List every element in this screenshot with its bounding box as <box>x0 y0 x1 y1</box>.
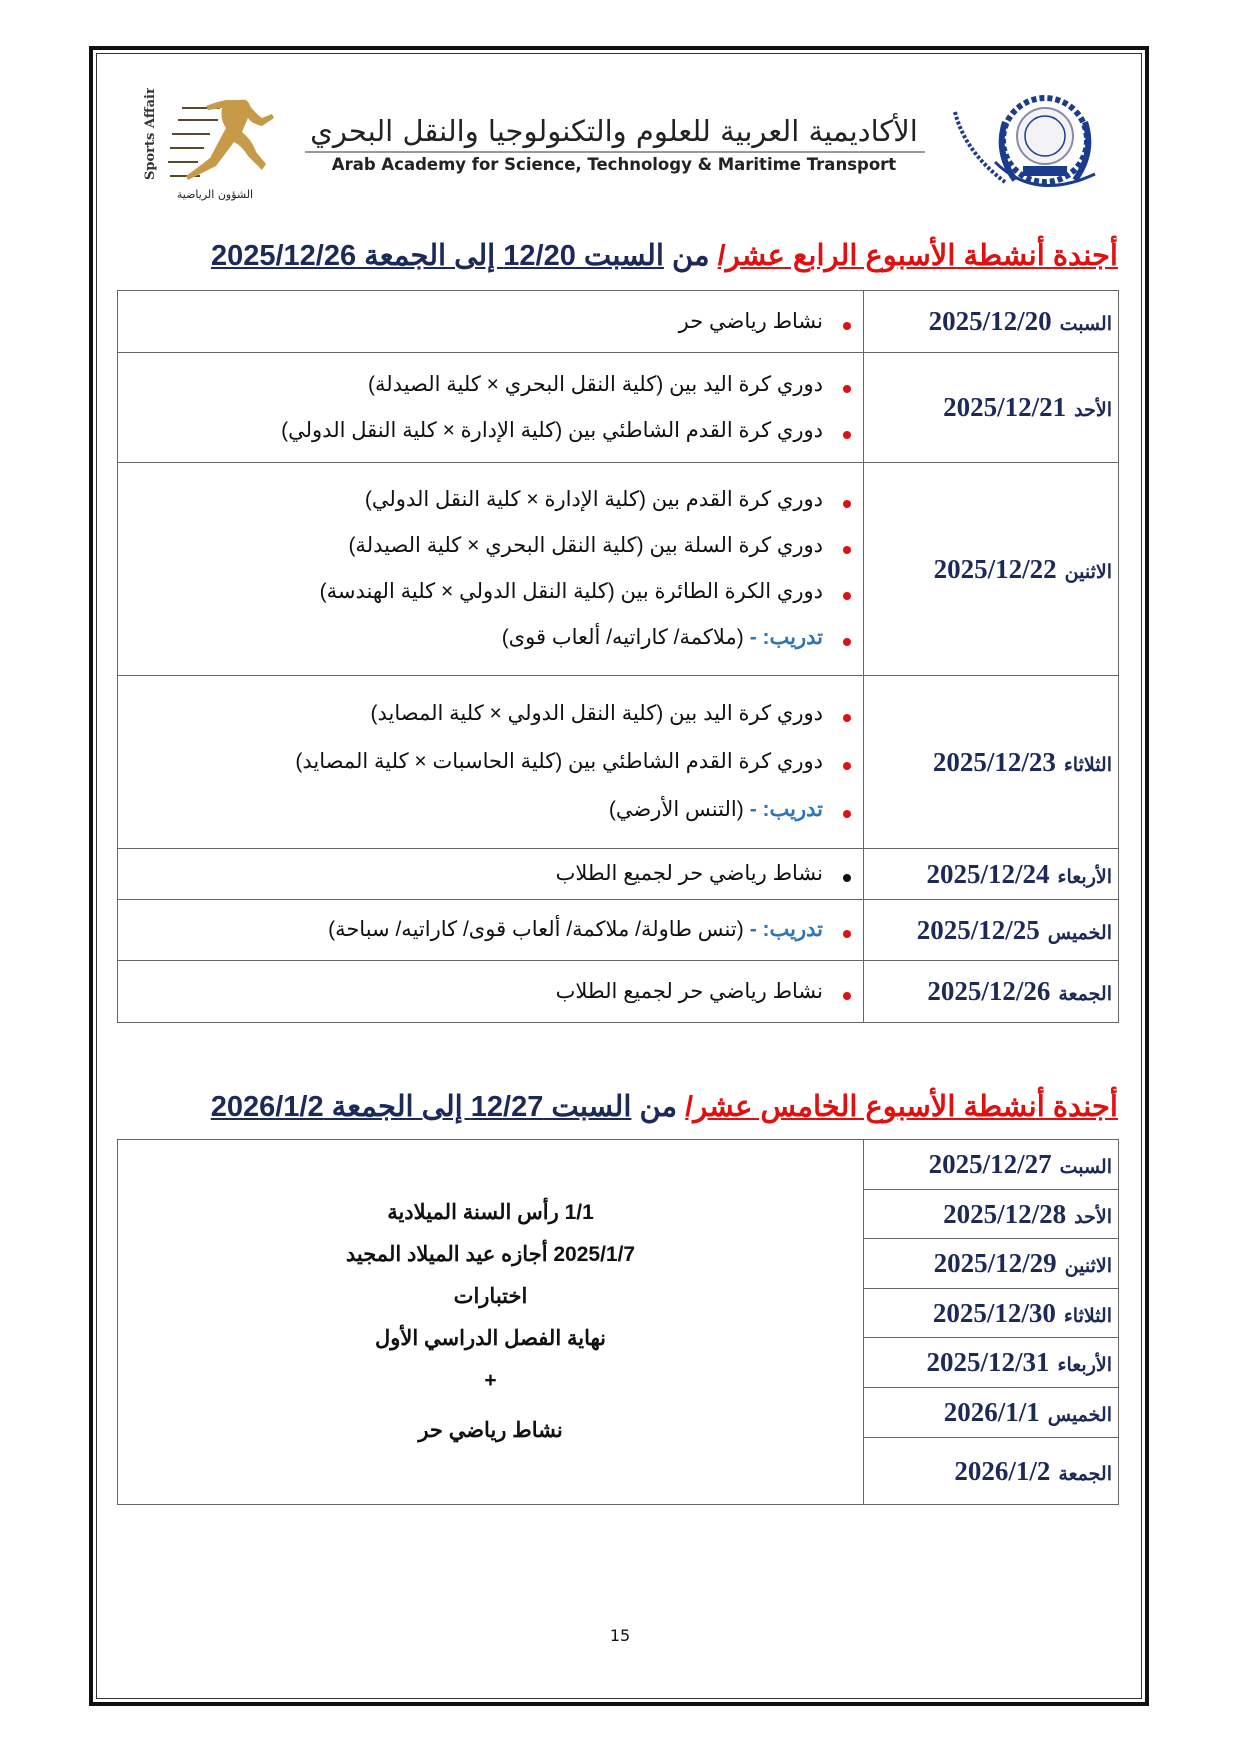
activity-text: دوري كرة القدم بين (كلية الإدارة × كلية النقل الدولي) <box>364 488 823 511</box>
activity-item <box>118 569 851 615</box>
week15-title-label: أجندة أنشطة الأسبوع الخامس عشر/ <box>685 1091 1118 1123</box>
merged-activity-line: نهاية الفصل الدراسي الأول <box>374 1327 607 1350</box>
date-cell <box>864 1140 1119 1190</box>
merged-activity-line: اختبارات <box>453 1285 528 1308</box>
activities-list <box>118 968 851 1016</box>
day-name: الجمعة <box>1058 984 1112 1005</box>
activities-list <box>118 298 851 346</box>
date-cell <box>864 1388 1119 1438</box>
date-value: 2025/12/29 <box>933 1248 1057 1278</box>
day-name: الخميس <box>1047 1405 1112 1426</box>
date-value: 2026/1/1 <box>943 1397 1040 1427</box>
activities-cell <box>118 849 864 900</box>
date-cell <box>864 1338 1119 1388</box>
activities-cell <box>118 961 864 1023</box>
activities-list <box>118 477 851 661</box>
merged-activity-line: 1/1 رأس السنة الميلادية <box>387 1201 594 1224</box>
week15-title <box>211 1087 1118 1127</box>
bullet-icon <box>843 322 851 330</box>
activity-text: دوري كرة القدم الشاطئي بين (كلية الحاسبات × كلية المصايد) <box>295 750 823 773</box>
table-row <box>118 961 1119 1023</box>
activities-cell <box>118 353 864 463</box>
page-number: 15 <box>609 1626 631 1645</box>
activity-text: دوري كرة اليد بين (كلية النقل البحري × كلية الصيدلة) <box>368 372 823 396</box>
training-label: تدريب: - <box>749 798 823 821</box>
table-row <box>118 676 1119 849</box>
date-value: 2025/12/27 <box>928 1149 1052 1179</box>
date-value: 2025/12/31 <box>926 1347 1050 1377</box>
merged-activity-line: + <box>484 1369 497 1392</box>
activities-list <box>118 850 851 898</box>
date-value: 2025/12/25 <box>916 914 1040 945</box>
bullet-icon <box>843 638 851 646</box>
day-name: الاثنين <box>1064 1256 1112 1277</box>
sports-affairs-ar-label: الشؤون الرياضية <box>176 188 254 201</box>
bullet-icon <box>843 992 851 1000</box>
table-row <box>118 463 1119 676</box>
activities-cell <box>118 900 864 961</box>
day-name: السبت <box>1059 314 1112 335</box>
activity-item <box>118 477 851 523</box>
day-name: الثلاثاء <box>1063 1305 1112 1327</box>
bullet-icon <box>843 592 851 600</box>
week14-title-from: من <box>671 240 710 272</box>
training-label: تدريب: - <box>749 918 823 941</box>
date-cell <box>864 1438 1119 1505</box>
week14-schedule-table <box>117 290 1119 1023</box>
activity-item <box>118 906 851 954</box>
date-value: 2026/1/2 <box>954 1455 1051 1486</box>
sports-affairs-en-label: Sports Affairs <box>143 88 158 180</box>
activities-cell <box>118 463 864 676</box>
academy-name-english: Arab Academy for Science, Technology & Maritime Transport <box>331 155 897 174</box>
day-name: الاثنين <box>1064 561 1112 583</box>
day-name: الأربعاء <box>1057 866 1112 888</box>
bullet-icon <box>843 810 851 818</box>
activities-cell <box>118 676 864 849</box>
bullet-icon <box>843 714 851 722</box>
week15-title-from: من <box>639 1091 678 1123</box>
date-cell <box>864 1190 1119 1239</box>
day-name: السبت <box>1059 1157 1112 1178</box>
activity-item <box>118 362 851 408</box>
bullet-icon <box>843 874 851 882</box>
header-divider <box>305 151 925 153</box>
day-name: الخميس <box>1047 922 1112 944</box>
date-cell <box>864 849 1119 900</box>
day-name: الثلاثاء <box>1063 754 1112 776</box>
table-row <box>118 353 1119 463</box>
activity-item <box>118 850 851 898</box>
bullet-icon <box>843 500 851 508</box>
day-name: الجمعة <box>1058 1463 1112 1485</box>
date-value: 2025/12/21 <box>943 392 1067 422</box>
table-row <box>118 1140 1119 1190</box>
date-cell <box>864 900 1119 961</box>
training-label: تدريب: - <box>749 626 823 649</box>
merged-activities-cell <box>118 1140 864 1505</box>
bullet-icon <box>843 930 851 938</box>
week15-schedule-table <box>117 1139 1119 1505</box>
date-value: 2025/12/22 <box>933 553 1057 584</box>
date-value: 2025/12/26 <box>927 976 1051 1006</box>
activity-text: (تنس طاولة/ ملاكمة/ ألعاب قوى/ كاراتيه/ سباحة) <box>328 918 744 941</box>
activity-text: نشاط رياضي حر لجميع الطلاب <box>555 862 823 885</box>
activity-item <box>118 738 851 786</box>
week14-title-label: أجندة أنشطة الأسبوع الرابع عشر/ <box>717 240 1118 272</box>
aast-emblem-logo <box>935 92 1135 202</box>
activity-text: دوري كرة اليد بين (كلية النقل الدولي × كلية المصايد) <box>370 702 823 725</box>
activity-item <box>118 968 851 1016</box>
activity-text: (التنس الأرضي) <box>608 798 744 821</box>
date-value: 2025/12/23 <box>932 746 1056 777</box>
date-value: 2025/12/30 <box>932 1297 1056 1328</box>
date-cell <box>864 291 1119 353</box>
bullet-icon <box>843 546 851 554</box>
activities-list <box>118 690 851 834</box>
bullet-icon <box>843 431 851 439</box>
activity-text: (ملاكمة/ كاراتيه/ ألعاب قوى) <box>501 626 744 649</box>
date-cell <box>864 961 1119 1023</box>
week14-title-range: السبت 12/20 إلى الجمعة 2025/12/26 <box>210 240 664 272</box>
activity-item <box>118 408 851 454</box>
date-cell <box>864 1239 1119 1289</box>
date-cell <box>864 1289 1119 1338</box>
date-value: 2025/12/28 <box>943 1198 1067 1229</box>
date-value: 2025/12/24 <box>926 858 1050 889</box>
activity-item <box>118 786 851 834</box>
activity-text: دوري الكرة الطائرة بين (كلية النقل الدولي × كلية الهندسة) <box>319 580 823 603</box>
activities-list <box>118 362 851 454</box>
sports-affairs-logo <box>140 88 290 203</box>
activity-text: دوري كرة القدم الشاطئي بين (كلية الإدارة × كلية النقل الدولي) <box>281 418 823 442</box>
activity-text: دوري كرة السلة بين (كلية النقل البحري × كلية الصيدلة) <box>348 534 823 557</box>
activity-item <box>118 615 851 661</box>
merged-activity-line: 2025/1/7 أجازه عيد الميلاد المجيد <box>345 1243 636 1266</box>
date-cell <box>864 353 1119 463</box>
activities-list <box>118 906 851 954</box>
activity-item <box>118 690 851 738</box>
activity-text: نشاط رياضي حر <box>678 309 823 333</box>
week14-title <box>211 236 1118 276</box>
table-row <box>118 849 1119 900</box>
date-cell <box>864 463 1119 676</box>
table-row <box>118 291 1119 353</box>
activities-cell <box>118 291 864 353</box>
table-row <box>118 900 1119 961</box>
date-value: 2025/12/20 <box>928 306 1052 336</box>
bullet-icon <box>843 385 851 393</box>
activity-item <box>118 523 851 569</box>
bullet-icon <box>843 762 851 770</box>
day-name: الأربعاء <box>1057 1355 1112 1376</box>
merged-activity-line: نشاط رياضي حر <box>418 1419 563 1442</box>
activity-item <box>118 298 851 346</box>
day-name: الأحد <box>1074 1206 1112 1228</box>
activity-text: نشاط رياضي حر لجميع الطلاب <box>555 979 823 1003</box>
academy-name-arabic: الأكاديمية العربية للعلوم والتكنولوجيا والنقل البحري <box>310 114 918 148</box>
day-name: الأحد <box>1074 400 1112 421</box>
week15-title-range: السبت 12/27 إلى الجمعة 2026/1/2 <box>210 1091 632 1123</box>
date-cell <box>864 676 1119 849</box>
